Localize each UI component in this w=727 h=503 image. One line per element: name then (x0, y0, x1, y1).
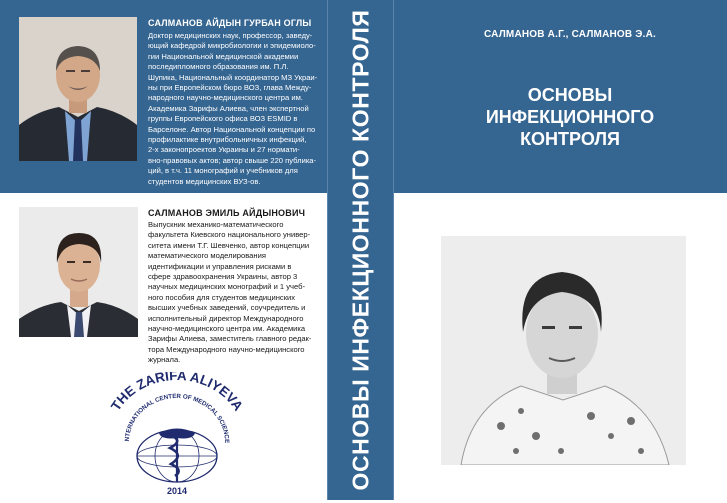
spine-right-edge (393, 0, 394, 500)
author1-bio-line: Барселоне. Автор Национальной концепции по (148, 124, 316, 134)
woman-portrait-icon (441, 236, 686, 465)
logo-year: 2014 (166, 486, 188, 496)
man-portrait-icon (19, 17, 137, 161)
front-cover-photo (441, 236, 686, 465)
zarifa-aliyeva-center-logo (89, 372, 265, 498)
author1-bio-line: 2-х законопроектов Украины и 27 нормати- (148, 145, 300, 155)
author2-photo (19, 207, 138, 337)
author1-bio-line: профилактике внутрибольничных инфекций, (148, 135, 307, 145)
author1-bio (148, 31, 317, 187)
author1-bio-line: народного научно-медицинского центра им. (148, 93, 303, 103)
author2-bio-line: исполнительный директор Международного (148, 313, 304, 323)
caduceus-globe-emblem-icon (89, 372, 265, 498)
author1-bio-line: Шупика, Национальный координатор МЗ Украи- (148, 72, 318, 82)
author1-bio-line: ны при Европейском бюро ВОЗ, глава Между- (148, 83, 312, 93)
front-title-line: КОНТРОЛЯ (520, 129, 620, 149)
front-title-line: ОСНОВЫ (527, 85, 613, 105)
author2-bio-line: научных медицинских монографий и 1 учеб- (148, 282, 306, 292)
author2-bio-line: факультета Киевского национального универ- (148, 230, 311, 240)
author2-bio-line: высших учебных заведений, соучредитель и (148, 303, 306, 313)
author1-bio-line: ющий кафедрой микробиологии и эпидемиоло- (148, 41, 316, 51)
spine-title: ОСНОВЫ ИНФЕКЦИОННОГО КОНТРОЛЯ (347, 9, 374, 491)
author1-bio-line: гии Национальной медицинской академии (148, 51, 299, 61)
author1-bio-line: последипломного образования им. П.Л. (148, 62, 289, 72)
front-title-line: ИНФЕКЦИОННОГО (485, 107, 655, 127)
front-authors: САЛМАНОВ А.Г., САЛМАНОВ Э.А. (483, 29, 657, 40)
author2-bio-line: тора Международного научно-медицинского (148, 344, 305, 354)
author1-bio-line: ций, в т.ч. 11 монографий и учебников для (148, 166, 298, 176)
author1-bio-line: студентов медицинских ВУЗ-ов. (148, 176, 261, 186)
author2-bio-line: идентификации и управления рисками в (148, 261, 292, 271)
author1-bio-line: Академика Зарифы Алиева, член экспертной (148, 103, 309, 113)
author2-bio-line: сфере здравоохранения Украины, автор 3 (148, 272, 298, 282)
logo-subtitle: NTERNATIONAL CENTER OF MEDICAL SCIENCE (123, 392, 231, 444)
author2-bio-line: Выпускник механико-математического (148, 220, 284, 229)
author2-bio-line: математического моделирования (148, 251, 266, 261)
author2-name: САЛМАНОВ ЭМИЛЬ АЙДЫНОВИЧ (148, 208, 306, 218)
author1-bio-line: вно-правовых актов; автор свыше 220 публика- (148, 155, 317, 165)
young-man-portrait-icon (19, 207, 138, 337)
logo-title: THE ZARIFA ALIYEVA (108, 372, 246, 414)
author2-bio-line: ного пособия для студентов медицинских (148, 292, 296, 302)
author1-name: САЛМАНОВ АЙДЫН ГУРБАН ОГЛЫ (148, 18, 312, 28)
author2-bio-line: журнала. (148, 355, 181, 365)
author1-photo (19, 17, 137, 161)
author2-bio-line: ситета имени Т.Г. Шевченко, автор концепции (148, 240, 310, 250)
author1-bio-line: группы Европейского офиса ВОЗ ESMID в (148, 114, 298, 124)
author2-bio (148, 220, 311, 366)
spine-left-edge (327, 0, 328, 500)
author2-bio-line: Зарифы Алиева, заместитель главного редак- (148, 334, 312, 344)
author2-bio-line: научно-медицинского центра им. Академика (148, 324, 306, 334)
author1-bio-line: Доктор медицинских наук, профессор, заведу- (148, 31, 313, 40)
front-title (440, 84, 700, 150)
